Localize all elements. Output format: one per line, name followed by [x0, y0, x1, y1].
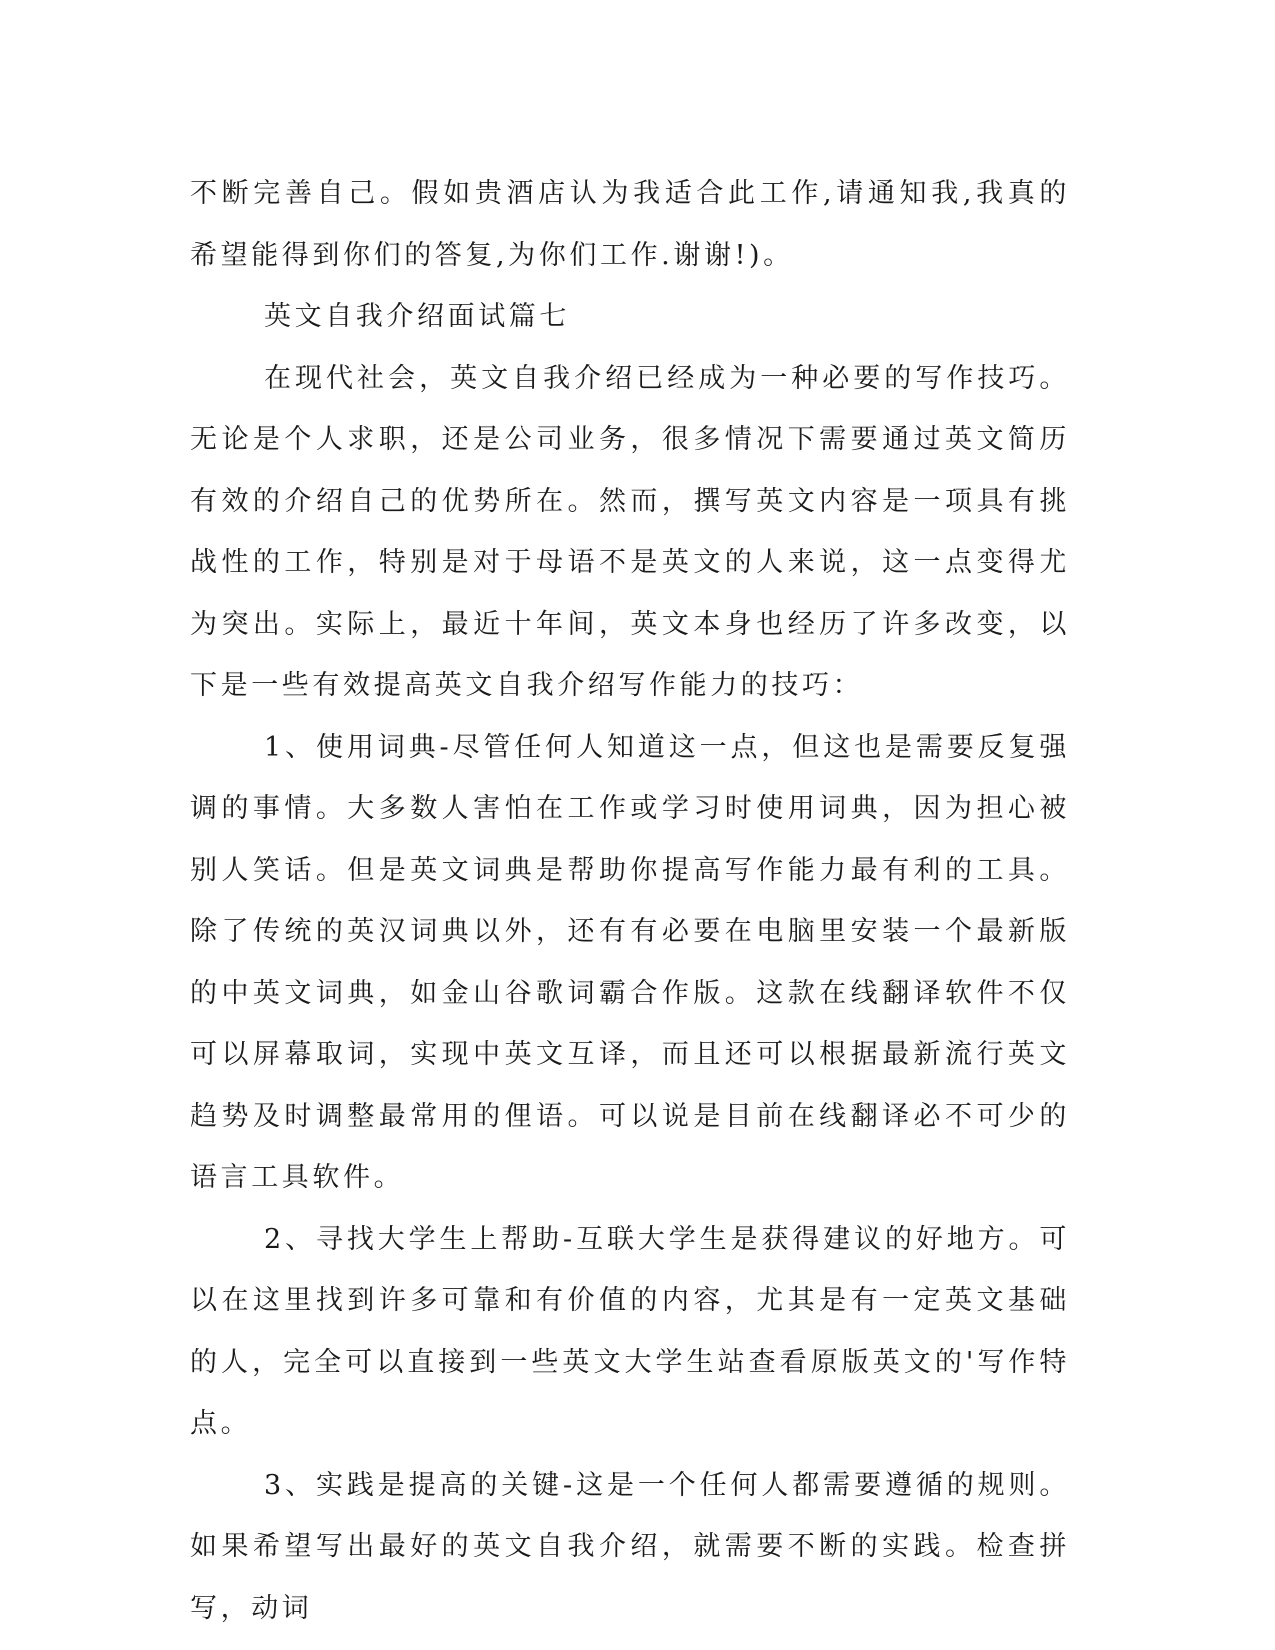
paragraph-tip-2: 2、寻找大学生上帮助-互联大学生是获得建议的好地方。可以在这里找到许多可靠和有价值的内容，尤其是有一定英文基础的人，完全可以直接到一些英文大学生站查看原版英文的'写作特点。	[190, 1223, 1070, 1439]
paragraph-intro: 在现代社会，英文自我介绍已经成为一种必要的写作技巧。无论是个人求职，还是公司业务，很多情况下需要通过英文简历有效的介绍自己的优势所在。然而，撰写英文内容是一项具有挑战性的工作，特别是对于母语不是英文的人来说，这一点变得尤为突出。实际上，最近十年间，英文本身也经历了许多改变，以下是一些有效提高英文自我介绍写作能力的技巧：	[190, 362, 1070, 701]
section-heading: 英文自我介绍面试篇七	[264, 301, 570, 332]
paragraph-tip-1: 1、使用词典-尽管任何人知道这一点，但这也是需要反复强调的事情。大多数人害怕在工作或学习时使用词典，因为担心被别人笑话。但是英文词典是帮助你提高写作能力最有利的工具。除了传统的英汉词典以外，还有有必要在电脑里安装一个最新版的中英文词典，如金山谷歌词霸合作版。这款在线翻译软件不仅可以屏幕取词，实现中英文互译，而且还可以根据最新流行英文趋势及时调整最常用的俚语。可以说是目前在线翻译必不可少的语言工具软件。	[190, 731, 1070, 1193]
paragraph-tip-3: 3、实践是提高的关键-这是一个任何人都需要遵循的规则。如果希望写出最好的英文自我介绍，就需要不断的实践。检查拼写，动词	[190, 1469, 1070, 1624]
body-text	[190, 163, 1070, 1639]
paragraph-continuation: 不断完善自己。假如贵酒店认为我适合此工作,请通知我,我真的希望能得到你们的答复,为你们工作.谢谢!)。	[190, 178, 1070, 271]
